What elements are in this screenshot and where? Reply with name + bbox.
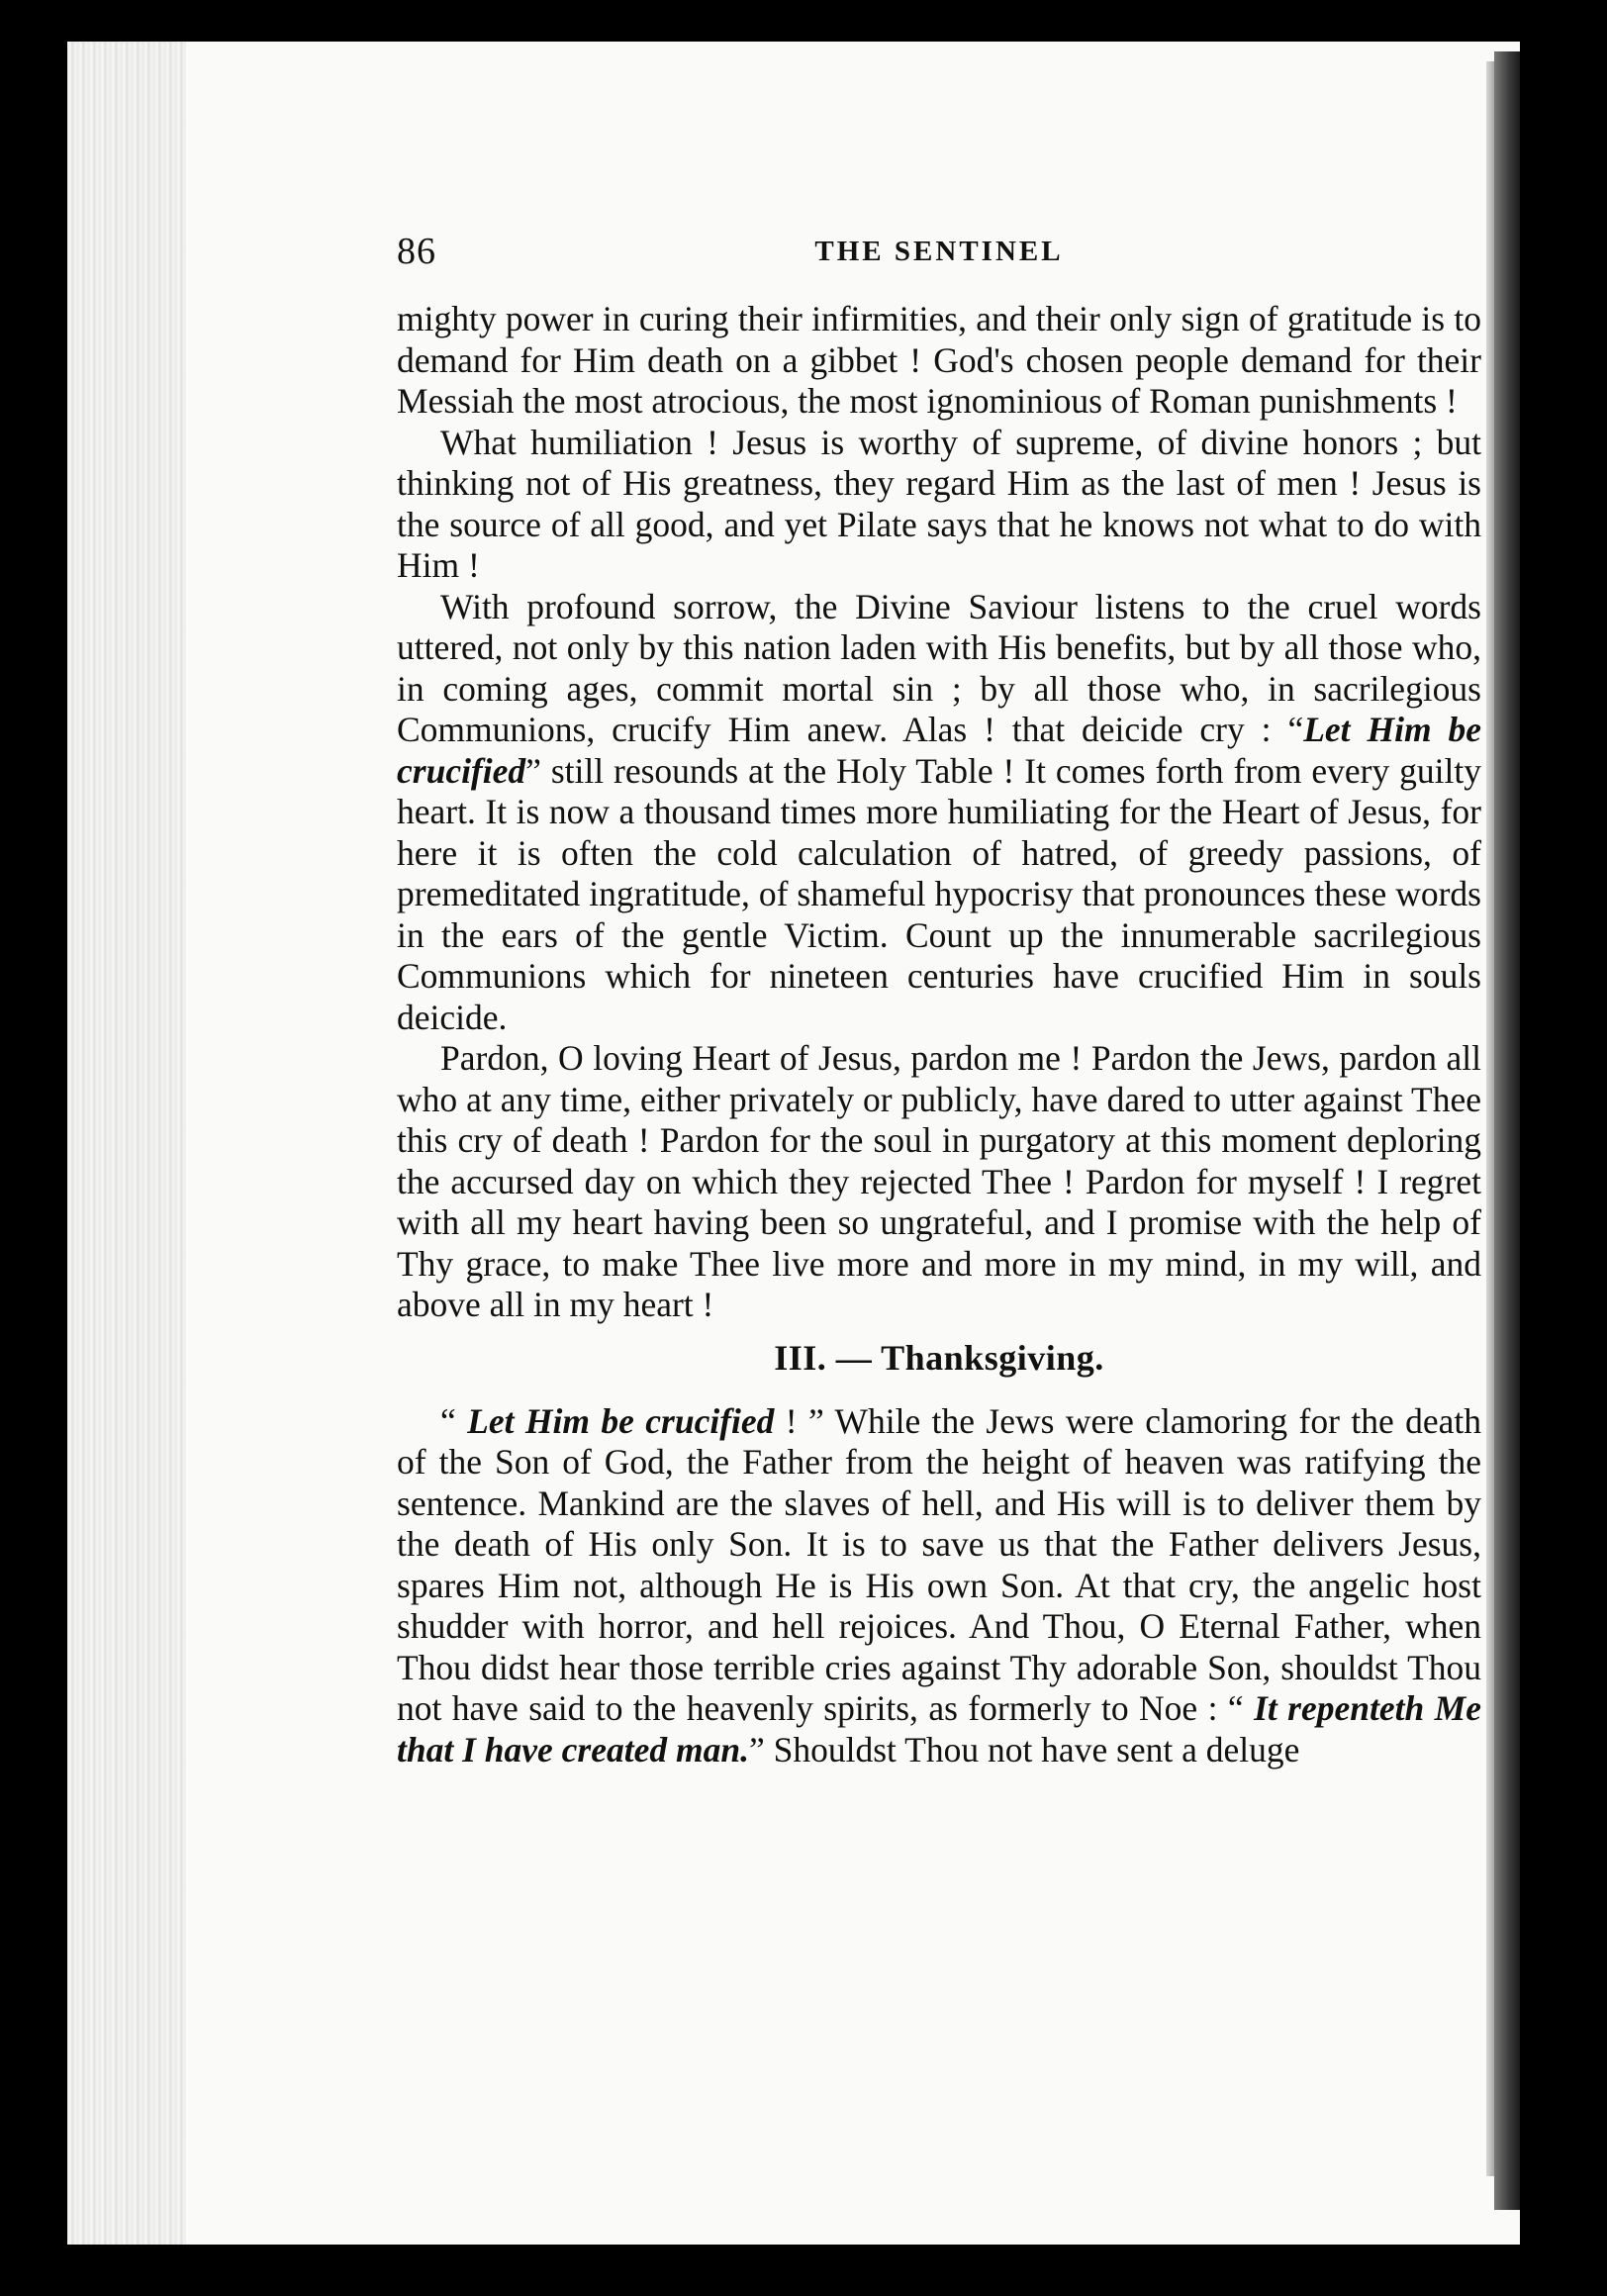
emphasis-quote: It repenteth Me that I have created man. <box>397 1688 1481 1770</box>
paragraph-text: ” Shouldst Thou not have sent a deluge <box>748 1729 1300 1770</box>
paragraph-text: ! ” While the Jews were clamoring for the death of the Son of God, the Father from the height of heaven was ratifying the sentence. Mankind are the slaves of hell, and His will is to deliver them by the death of His only Son. It is to save us that the Father delivers Jesus, spares Him not, although He is His own Son. At that cry, the angelic host shudder with horror, and hell rejoices. And Thou, O Eternal Father, when Thou didst hear those terrible cries against Thy adorable Son, shouldst Thou not have said to the heavenly spirits, as formerly to Noe : “ <box>397 1400 1481 1728</box>
page-fore-edge-inner <box>1486 61 1494 2176</box>
running-head <box>397 230 1481 291</box>
journal-title: THE SENTINEL <box>814 236 1064 267</box>
paragraph-text: ” still resounds at the Holy Table ! It comes forth from every guilty heart. It is now a thousand times more humiliating for the Heart of Jesus, for here it is often the cold calculation of hatred, of greedy passions, of premeditated ingratitude, of shameful hypocrisy that pronounces these words in the ears of the gentle Victim. Count up the innumerable sacrilegious Communions which for nineteen centuries have crucified Him in souls deicide. <box>397 750 1481 1037</box>
emphasis-quote: Let Him be crucified <box>397 710 1481 791</box>
paragraph-continued: mighty power in curing their infirmities, and their only sign of gratitude is to demand for Him death on a gibbet ! God's chosen people demand for their Messiah the most atrocious, the most ignominious of Roman punishments ! <box>397 299 1481 421</box>
paragraph-pardon: Pardon, O loving Heart of Jesus, pardon me ! Pardon the Jews, pardon all who at any time, either privately or publicly, have dared to utter against Thee this cry of death ! Pardon for the soul in purgatory at this moment deploring the accursed day on which they rejected Thee ! Pardon for myself ! I regret with all my heart having been so ungrateful, and I promise with the help of Thy grace, to make Thee live more and more in my mind, in my will, and above all in my heart ! <box>397 1038 1481 1324</box>
paragraph-text: With profound sorrow, the Divine Saviour listens to the cruel words uttered, not only by this nation laden with His benefits, but by all those who, in coming ages, commit mortal sin ; by all those who, in sacrilegious Communions, crucify Him anew. Alas ! that deicide cry : “ <box>397 586 1481 749</box>
paragraph-sorrow <box>397 587 1481 1039</box>
paragraph-text: “ <box>440 1400 468 1441</box>
page-number: 86 <box>397 231 436 272</box>
section-heading: III. — Thanksgiving. <box>774 1337 1104 1378</box>
page-gutter-edge <box>67 42 186 2245</box>
page-fore-edge-shadow <box>1494 51 1520 2210</box>
emphasis-quote: Let Him be crucified <box>467 1400 775 1441</box>
paragraph-humiliation: What humiliation ! Jesus is worthy of supreme, of divine honors ; but thinking not of His greatness, they regard Him as the last of men ! Jesus is the source of all good, and yet Pilate says that he knows not what to do with Him ! <box>397 422 1481 585</box>
paragraph-thanksgiving <box>397 1401 1481 1771</box>
book-page <box>67 42 1520 2245</box>
page-text-block <box>397 230 1481 1770</box>
